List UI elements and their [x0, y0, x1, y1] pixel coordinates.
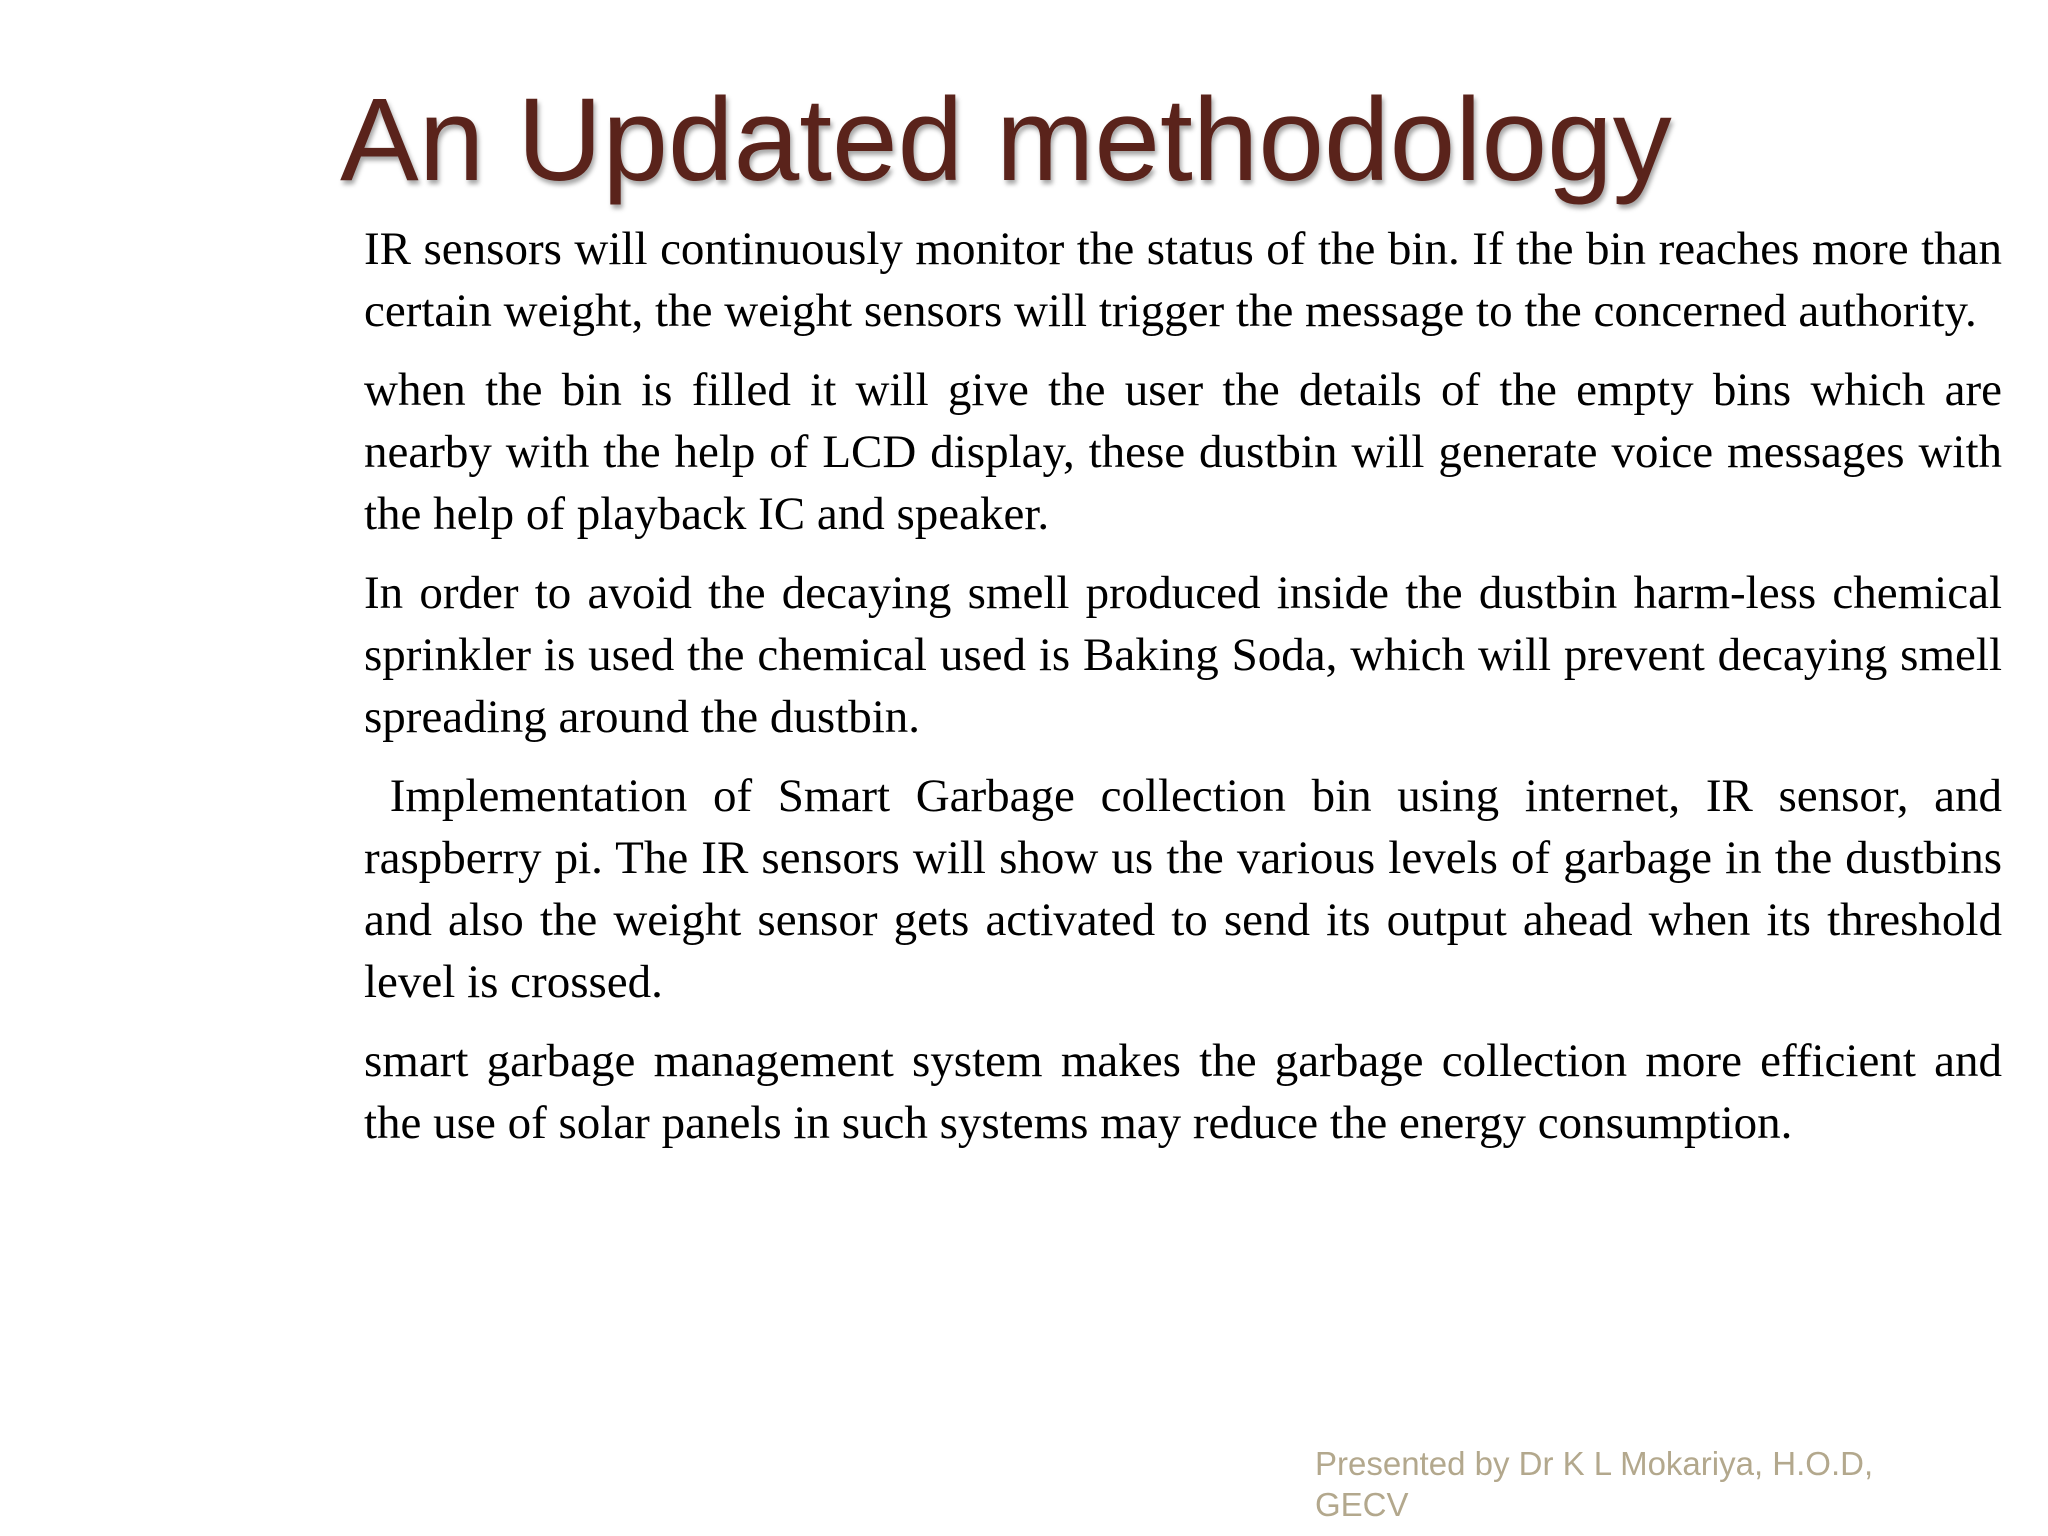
paragraph-chemical-sprinkler: In order to avoid the decaying smell produced inside the dustbin harm-less chemical sprinkler is used the chemical used is Baking Soda, which will prevent decaying smell spreading around the dustbin. [364, 567, 2014, 743]
paragraph-implementation: Implementation of Smart Garbage collection bin using internet, IR sensor, and raspberry pi. The IR sensors will show us the various levels of garbage in the dustbins and also the weight sensor gets activated to send its output ahead when its threshold level is crossed. [364, 770, 2014, 1008]
slide-body [364, 218, 2014, 1171]
paragraph-ir-sensors: IR sensors will continuously monitor the status of the bin. If the bin reaches more than certain weight, the weight sensors will trigger the message to the concerned authority. [364, 223, 2014, 337]
presenter-footer: Presented by Dr K L Mokariya, H.O.D, GECV [1315, 1445, 1874, 1523]
paragraph-solar-panels: smart garbage management system makes the garbage collection more efficient and the use of solar panels in such systems may reduce the energy consumption. [364, 1035, 2014, 1149]
paragraph-lcd-display: when the bin is filled it will give the user the details of the empty bins which are nearby with the help of LCD display, these dustbin will generate voice messages with the help of playback IC and speaker. [364, 364, 2014, 540]
slide-title: An Updated methodology [340, 74, 1672, 206]
